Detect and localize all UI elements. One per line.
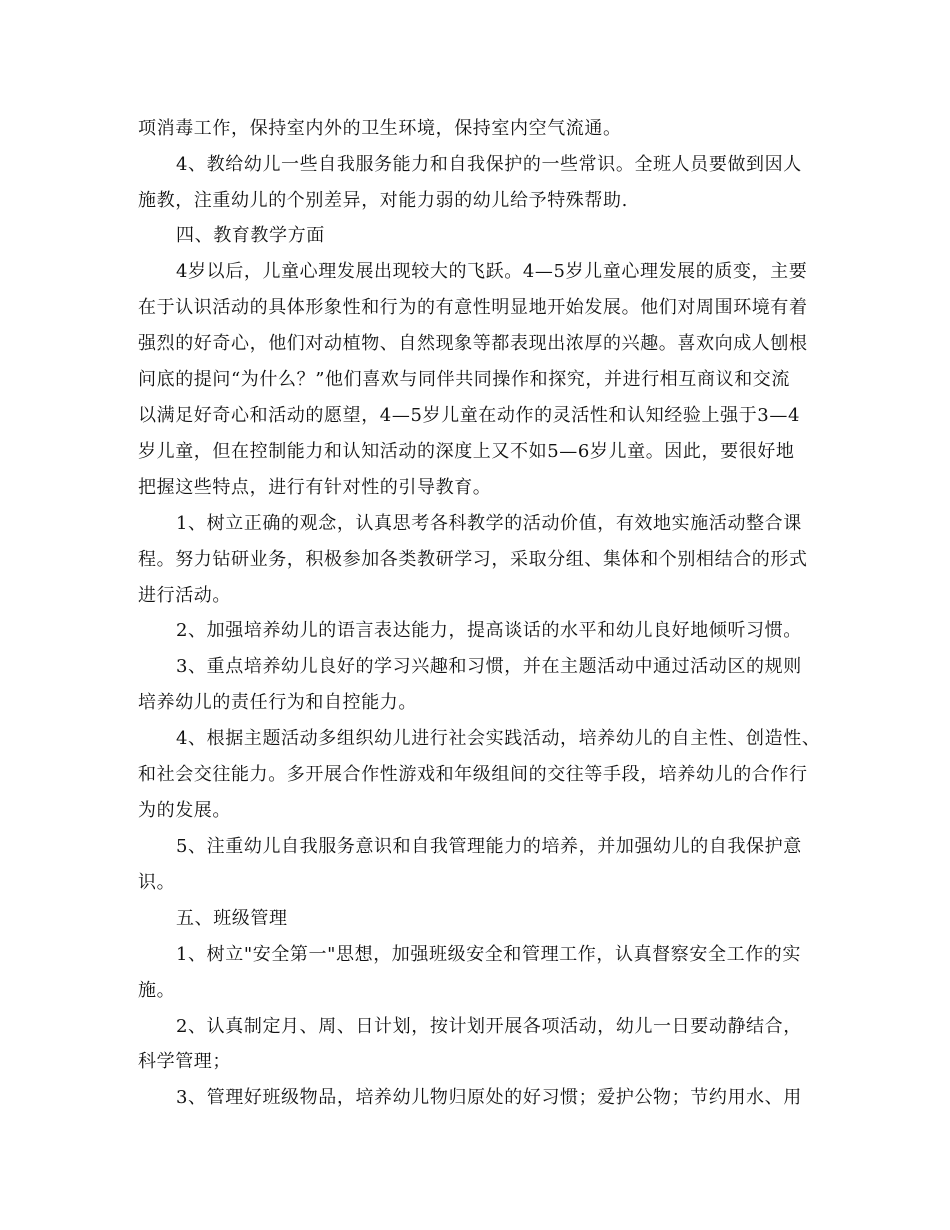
text-line: 以满足好奇心和活动的愿望，4—5岁儿童在动作的灵活性和认知经验上强于3—4 <box>138 405 801 426</box>
text-line: 2、加强培养幼儿的语言表达能力，提高谈话的水平和幼儿良好地倾听习惯。 <box>176 620 802 641</box>
text-line: 培养幼儿的责任行为和自控能力。 <box>138 692 417 713</box>
text-line: 程。努力钻研业务，积极参加各类教研学习，采取分组、集体和个别相结合的形式 <box>138 549 808 570</box>
text-line: 问底的提问“为什么？”他们喜欢与同伴共同操作和探究，并进行相互商议和交流 <box>138 369 791 390</box>
text-line: 5、注重幼儿自我服务意识和自我管理能力的培养，并加强幼儿的自我保护意 <box>176 836 802 857</box>
text-line: 4、根据主题活动多组织幼儿进行社会实践活动，培养幼儿的自主性、创造性、 <box>176 728 821 749</box>
text-line: 和社会交往能力。多开展合作性游戏和年级组间的交往等手段，培养幼儿的合作行 <box>138 764 808 785</box>
text-line: 施。 <box>138 980 176 1001</box>
text-line: 1、树立"安全第一"思想，加强班级安全和管理工作，认真督察安全工作的实 <box>176 944 802 965</box>
text-line: 在于认识活动的具体形象性和行为的有意性明显地开始发展。他们对周围环境有着 <box>138 297 808 318</box>
text-line: 岁儿童，但在控制能力和认知活动的深度上又不如5—6岁儿童。因此，要很好地 <box>138 441 795 462</box>
text-line: 强烈的好奇心，他们对动植物、自然现象等都表现出浓厚的兴趣。喜欢向成人刨根 <box>138 333 808 354</box>
text-line: 为的发展。 <box>138 800 231 821</box>
text-line: 4岁以后，儿童心理发展出现较大的飞跃。4—5岁儿童心理发展的质变，主要 <box>176 261 808 282</box>
text-line: 2、认真制定月、周、日计划，按计划开展各项活动，幼儿一日要动静结合， <box>176 1016 802 1037</box>
text-line: 项消毒工作，保持室内外的卫生环境，保持室内空气流通。 <box>138 118 622 139</box>
section-heading: 四、教育教学方面 <box>176 225 325 246</box>
text-line: 施教，注重幼儿的个别差异，对能力弱的幼儿给予特殊帮助. <box>138 190 628 211</box>
text-line: 进行活动。 <box>138 585 231 606</box>
text-line: 识。 <box>138 872 176 893</box>
text-line: 1、树立正确的观念，认真思考各科教学的活动价值，有效地实施活动整合课 <box>176 513 802 534</box>
section-heading: 五、班级管理 <box>176 908 288 929</box>
text-line: 4、教给幼儿一些自我服务能力和自我保护的一些常识。全班人员要做到因人 <box>176 154 802 175</box>
text-line: 3、重点培养幼儿良好的学习兴趣和习惯，并在主题活动中通过活动区的规则 <box>176 656 802 677</box>
text-line: 科学管理； <box>138 1051 231 1072</box>
text-line: 把握这些特点，进行有针对性的引导教育。 <box>138 477 492 498</box>
text-line: 3、管理好班级物品，培养幼儿物归原处的好习惯；爱护公物；节约用水、用 <box>176 1087 802 1108</box>
